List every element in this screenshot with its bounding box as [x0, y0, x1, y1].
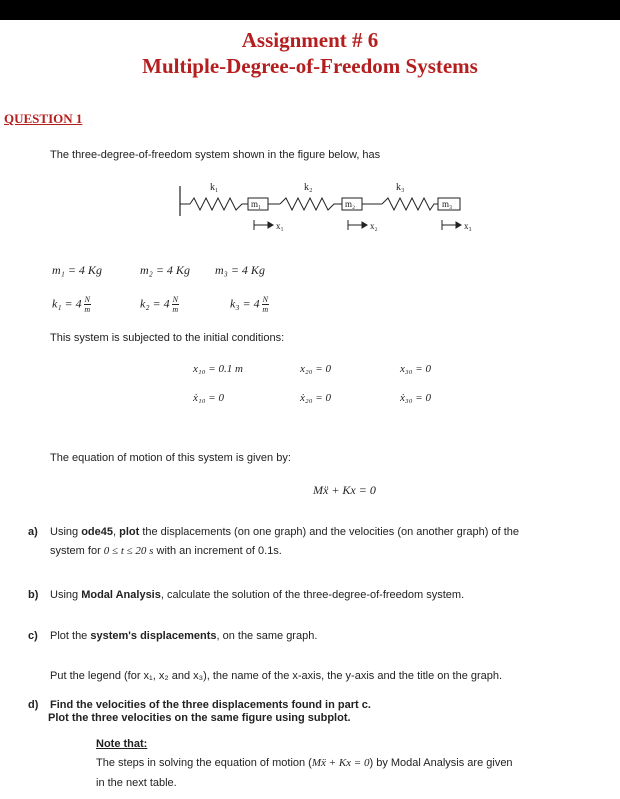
- item-a-line1: Using ode45, plot the displacements (on one graph) and the velocities (on another graph) of the: [50, 526, 520, 538]
- x1-arrow: [254, 220, 273, 230]
- item-c-text: Plot the system's displacements, on the same graph.: [50, 630, 318, 642]
- x1-label: x₁: [276, 221, 284, 231]
- initial-conditions-text: This system is subjected to the initial conditions:: [50, 332, 285, 344]
- note-line1: The steps in solving the equation of motion (Mẍ + Kx = 0) by Modal Analysis are given: [96, 757, 513, 769]
- intro-text: The three-degree-of-freedom system shown in the figure below, has: [50, 149, 381, 161]
- param-m2: m₂ = 4 Kg: [140, 263, 190, 277]
- x3-label: x₃: [464, 221, 472, 231]
- item-b-label: b): [28, 589, 39, 601]
- note-equation: Mẍ + Kx = 0: [311, 757, 370, 769]
- spring-2-label: k₂: [304, 182, 313, 193]
- item-d-label: d): [28, 699, 39, 711]
- spring-3-label: k₃: [396, 182, 405, 193]
- param-k3: [230, 295, 269, 314]
- eom-text: The equation of motion of this system is given by:: [50, 452, 291, 464]
- item-a-label: a): [28, 526, 38, 538]
- param-k1-unit: $\frac{N}{m}$: [84, 295, 91, 314]
- param-k3-unit: $\frac{N}{m}$: [262, 295, 269, 314]
- top-black-bar: [0, 0, 620, 20]
- ic-v30: ẋ₃₀ = 0: [400, 392, 431, 404]
- item-b-bold: Modal Analysis: [81, 589, 161, 601]
- spring-mass-figure: [170, 176, 610, 236]
- legend-instruction: Put the legend (for x₁, x₂ and x₃), the name of the x-axis, the y-axis and the title on the graph.: [50, 670, 503, 682]
- param-k1-text: k₁ = 4: [52, 296, 82, 311]
- ic-x30: x₃₀ = 0: [400, 363, 431, 375]
- item-c-label: c): [28, 630, 38, 642]
- spring-1-label: k₁: [210, 182, 219, 193]
- item-d-line2: Plot the three velocities on the same figure using subplot.: [48, 712, 351, 724]
- question-label: QUESTION 1: [4, 111, 83, 126]
- x2-arrow: [348, 220, 367, 230]
- ic-x20: x₂₀ = 0: [300, 363, 331, 375]
- ic-v10: ẋ₁₀ = 0: [193, 392, 224, 404]
- ic-v20: ẋ₂₀ = 0: [300, 392, 331, 404]
- param-k3-text: k₃ = 4: [230, 296, 260, 311]
- spring-3: [382, 198, 438, 210]
- eom-equation: Mẍ + Kx = 0: [313, 483, 376, 497]
- item-c-bold: system's displacements: [90, 630, 217, 642]
- spring-2: [280, 198, 342, 210]
- x3-arrow: [442, 220, 461, 230]
- note-line2: in the next table.: [96, 777, 177, 789]
- param-k1: [52, 295, 91, 314]
- param-k2: [140, 295, 179, 314]
- item-d-line1: Find the velocities of the three displacements found in part c.: [50, 699, 371, 711]
- ic-x10: x₁₀ = 0.1 m: [193, 363, 243, 375]
- assignment-subtitle: Multiple-Degree-of-Freedom Systems: [142, 54, 478, 78]
- mass-2-label: m₂: [345, 199, 356, 209]
- param-k2-unit: $\frac{N}{m}$: [172, 295, 179, 314]
- note-title: Note that:: [96, 738, 148, 750]
- param-k2-text: k₂ = 4: [140, 296, 170, 311]
- item-b-text: Using Modal Analysis, calculate the solution of the three-degree-of-freedom system.: [50, 589, 465, 601]
- item-a-ode45: ode45: [81, 526, 113, 538]
- mass-3-label: m₃: [442, 199, 453, 209]
- param-m3: m₃ = 4 Kg: [215, 263, 265, 277]
- item-a-plot: plot: [119, 526, 140, 538]
- mass-1-label: m₁: [251, 199, 262, 209]
- item-a-line2: system for 0 ≤ t ≤ 20 s with an increment of 0.1s.: [50, 545, 282, 557]
- param-m1: m₁ = 4 Kg: [52, 263, 102, 277]
- spring-1: [190, 198, 248, 210]
- assignment-title: Assignment # 6: [241, 28, 379, 52]
- x2-label: x₂: [370, 221, 378, 231]
- item-a-range: 0 ≤ t ≤ 20 s: [103, 545, 154, 557]
